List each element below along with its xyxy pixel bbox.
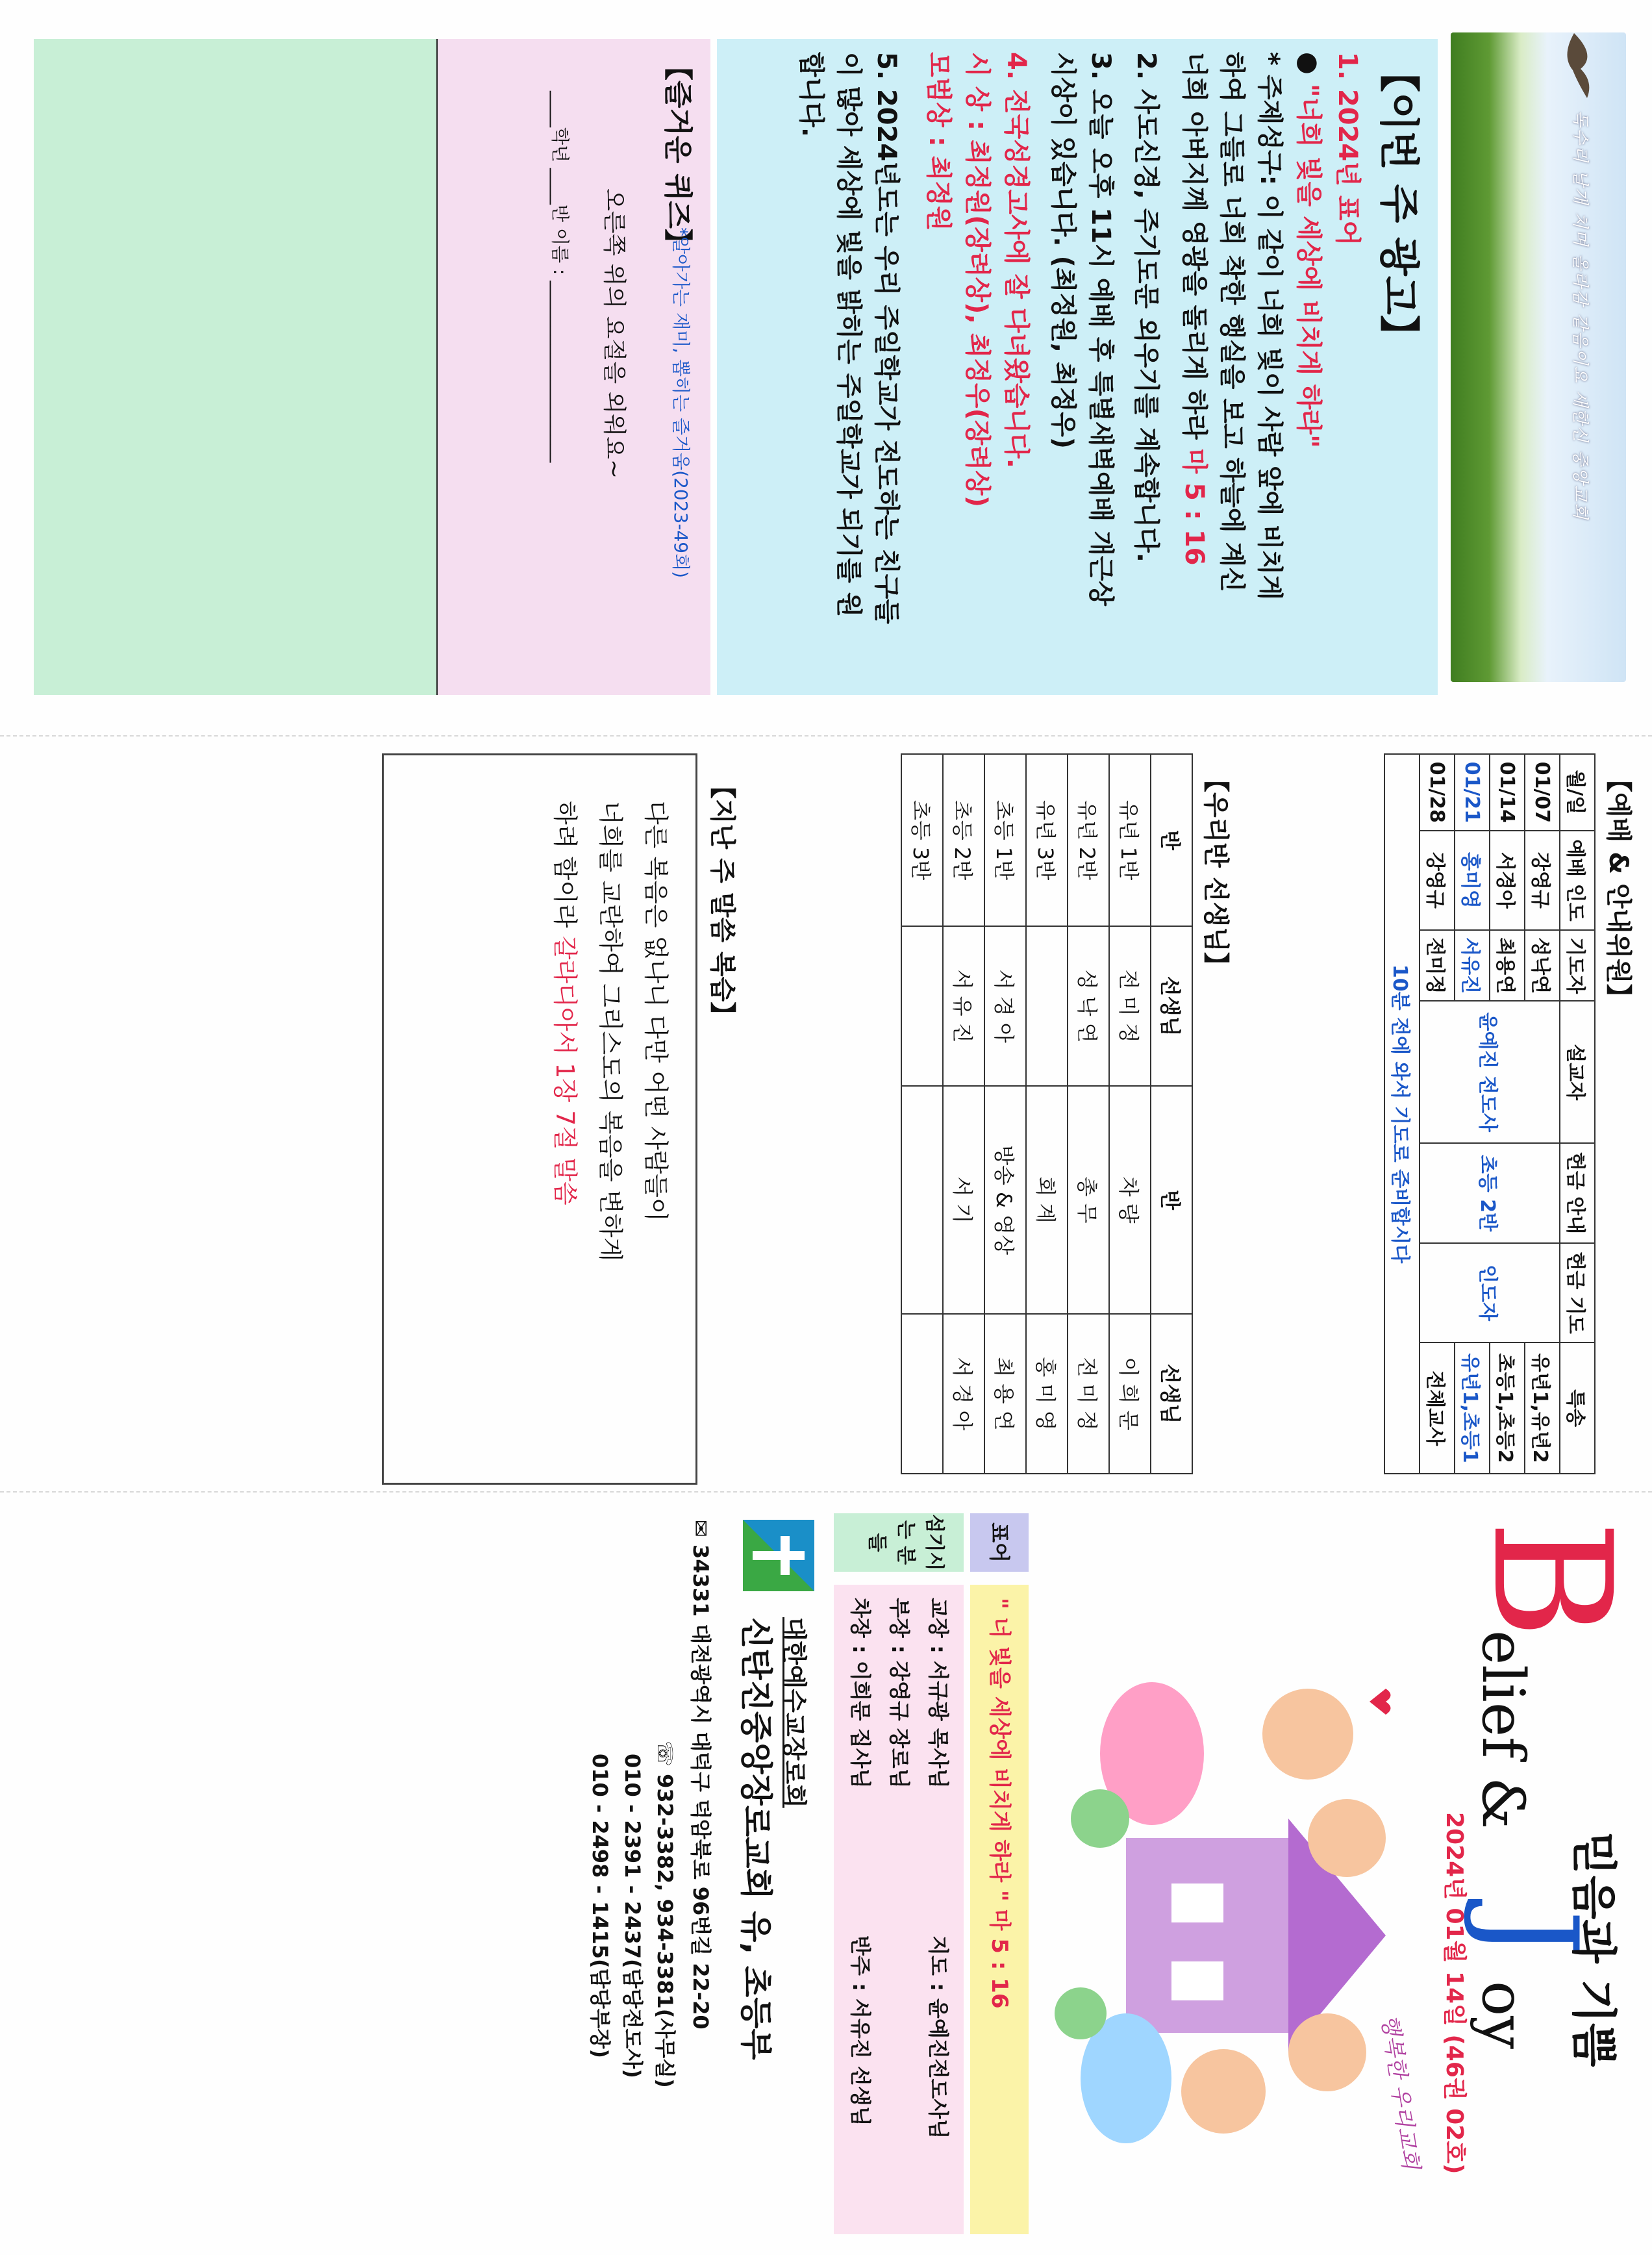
phone-evangelist: 010 - 2391 - 2437(담당전도사): [620, 1754, 645, 2078]
teacher-cell: [901, 1314, 943, 1474]
teacher-cell: 서 유 진: [943, 926, 984, 1086]
verse-reference: 갈라디아서 1장 7절 말씀: [551, 935, 579, 1205]
teachers-row: [1026, 754, 1068, 1474]
teacher-cell: 성 낙 연: [1068, 926, 1109, 1086]
teacher-cell: 이 희 문: [1109, 1314, 1151, 1474]
teacher-cell: 최 용 연: [984, 1314, 1026, 1474]
quiz-answer-line: ____학년 ____반 이름 : ____________________: [549, 91, 571, 463]
schedule-special: 전체교사: [1420, 1342, 1455, 1474]
ad-item-4-heading: 4. 전국성경고사에 잘 다녀왔습니다.: [1001, 52, 1031, 468]
schedule-header-row: [1560, 754, 1595, 1474]
ad-item-1-heading: 1. 2024년 표어: [1333, 52, 1362, 246]
quiz-title: 【즐거운 퀴즈】: [661, 52, 694, 257]
schedule-offering-prayer: 인도자: [1420, 1243, 1560, 1343]
schedule-special: 초등1,초등2: [1490, 1342, 1525, 1474]
schedule-prayer: 성낙연: [1525, 930, 1560, 1001]
teachers-header: 반: [1151, 754, 1192, 926]
title-letter-b: B: [1457, 1520, 1646, 1639]
schedule-leader: 홍미영: [1455, 831, 1490, 931]
schedule-leader: 강영규: [1420, 831, 1455, 931]
verse-line-3: [549, 801, 585, 1205]
announcements-box: [717, 39, 1438, 695]
banner-image: [1451, 32, 1626, 682]
staff-principal: 교장 : 서규광 목사님: [926, 1598, 951, 1789]
teacher-cell: 전 미 정: [1068, 1314, 1109, 1474]
schedule-prayer: 최용연: [1490, 930, 1525, 1001]
role-cell: 총 무: [1068, 1086, 1109, 1314]
fold-line: [0, 1491, 1652, 1493]
schedule-title: 【예배 & 안내위원】: [1603, 766, 1633, 1010]
motto-text: "너희 빛을 세상에 비치게 하라": [1294, 83, 1323, 448]
staff-row: [834, 1513, 964, 2241]
schedule-prayer: 서유진: [1455, 930, 1490, 1001]
quiz-subtitle: *알아가는 재미, 뽑히는 즐거움(2023-49회): [670, 227, 692, 579]
phone-office: ☏ 932-3382, 934-3381(사무실): [653, 1741, 677, 2088]
church-address: ✉ 34331 대전광역시 대덕구 덕암북로 96번길 22-20: [688, 1520, 713, 2030]
schedule-row: [1525, 754, 1560, 1474]
teachers-title: 【우리반 선생님】: [1201, 766, 1231, 978]
church-children-illustration: [1035, 1624, 1438, 2182]
teacher-cell: [901, 926, 943, 1086]
teachers-header: 선생님: [1151, 926, 1192, 1086]
theme-ref: 마 5 : 16: [1179, 448, 1209, 566]
issue-date: 2024년 01월 14일 (46권 02호): [1441, 1812, 1468, 2174]
staff-accompanist: 반주 : 서유진 선생님: [848, 1935, 873, 2126]
ad-item-3: 3. 오늘 오후 11시 예배 후 특별새벽예배 개근상 시상이 있습니다. (최정원, 최정우): [1048, 52, 1116, 607]
schedule-section: [1384, 753, 1639, 1481]
schedule-header: 헌금 안내: [1560, 1143, 1595, 1243]
schedule-special: 유년1,유년2: [1525, 1342, 1560, 1474]
ad-item-1-theme: [1175, 52, 1288, 624]
schedule-prayer: 전미정: [1420, 930, 1455, 1001]
schedule-footer-row: [1384, 754, 1420, 1474]
teachers-header: 반: [1151, 1086, 1192, 1314]
quiz-question: 오른쪽 위의 요절을 외워요~: [601, 188, 627, 479]
banner-caption: 독수리 날개 치며 올라감 같음이요 새한신 중앙교회: [1570, 110, 1590, 521]
schedule-table: [1384, 753, 1596, 1474]
role-cell: [901, 1086, 943, 1314]
class-cell: 유년 1반: [1109, 754, 1151, 926]
ad-item-5: 5. 2024년도는 우리 주일학교가 전도하는 친구들이 많아 세상에 빛을 밝히는 주일학교가 되기를 원합니다.: [796, 52, 901, 624]
class-cell: 유년 3반: [1026, 754, 1068, 926]
class-cell: 초등 2반: [943, 754, 984, 926]
schedule-leader: 서경아: [1490, 831, 1525, 931]
teacher-cell: 전 미 정: [1109, 926, 1151, 1086]
schedule-special: 유년1,초등1: [1455, 1342, 1490, 1474]
theme-verse: * 주제성구: 이 같이 너희 빛이 사람 앞에 비치게 하여 그들로 너희 착한 행실을 보고 하늘에 계신 너희 아버지께 영광을 돌리게 하라: [1179, 52, 1284, 600]
quiz-writing-area[interactable]: [34, 39, 438, 695]
schedule-header: 헌금 기도: [1560, 1243, 1595, 1343]
verse-line-1: 다른 복음은 없나니 다만 어떤 사람들이: [642, 801, 670, 1222]
schedule-footer: 10분 전에 와서 기도로 준비합시다: [1384, 754, 1420, 1474]
teacher-cell: [1026, 926, 1068, 1086]
verse-box: [382, 753, 697, 1485]
ad-item-4-award1: [958, 52, 996, 688]
staff-head: 부장 : 강영규 장로님: [887, 1598, 912, 1789]
ad-item-2: 2. 사도신경, 주기도문 외우기를 계속합니다.: [1131, 52, 1161, 563]
award1-rest: (장려상), 최정우(장려상): [962, 214, 992, 507]
schedule-header: 설교자: [1560, 1001, 1595, 1143]
title-korean: 믿음과 기쁨: [1567, 1832, 1620, 2067]
title-oy: oy: [1469, 1981, 1537, 2050]
staff-box: [834, 1585, 964, 2234]
teachers-row: [1068, 754, 1109, 1474]
ad-item-4-award2: 모범상 : 최정원: [923, 52, 953, 231]
schedule-leader: 강영규: [1525, 831, 1560, 931]
ad-item-1-motto: ● "너희 빛을 세상에 비치게 하라": [1294, 52, 1323, 448]
schedule-panel: [0, 740, 1652, 1487]
staff-label: 섬기시는 분들: [834, 1513, 964, 1572]
title-elief: elief &: [1469, 1630, 1537, 1830]
motto-reference: 마 5 : 16: [986, 1909, 1012, 2009]
schedule-preacher: 윤예진 전도사: [1420, 1001, 1560, 1143]
role-cell: 차 량: [1109, 1086, 1151, 1314]
class-cell: 초등 1반: [984, 754, 1026, 926]
fold-line: [0, 735, 1652, 737]
verse-line-3-text: 하려 함이라: [551, 801, 579, 928]
verse-title: 【지난 주 말씀 복습】: [707, 773, 737, 1028]
role-cell: 방송 & 영상: [984, 1086, 1026, 1314]
motto-text: " 너 빛을 세상에 비치게 하라 ": [986, 1598, 1012, 1902]
announcements-panel: [0, 0, 1652, 734]
announcements-title: 【이번 주 광고】: [1375, 52, 1423, 355]
award1-label: 시 상 : 최정원: [962, 52, 992, 215]
teacher-cell: 홍 미 영: [1026, 1314, 1068, 1474]
schedule-date: 01/28: [1420, 754, 1455, 831]
staff-deputy: 차장 : 이희문 집사님: [848, 1598, 873, 1789]
eagle-icon: [1555, 30, 1600, 101]
title-letter-j: J: [1460, 1909, 1604, 1959]
schedule-header: 기도자: [1560, 930, 1595, 1001]
schedule-header: 특송: [1560, 1342, 1595, 1474]
denomination: 대한예수교장로회: [780, 1617, 808, 1808]
teachers-row: [943, 754, 984, 1474]
cover-panel: [0, 1494, 1652, 2255]
teacher-cell: 서 경 아: [984, 926, 1026, 1086]
verse-line-2: 너희를 교란하여 그리스도의 복음을 변하게: [596, 801, 625, 1262]
role-cell: 회 계: [1026, 1086, 1068, 1314]
schedule-date: 01/07: [1525, 754, 1560, 831]
schedule-date: 01/21: [1455, 754, 1490, 831]
schedule-header: 월/일: [1560, 754, 1595, 831]
quiz-box: [35, 39, 710, 695]
church-logo-icon: [743, 1520, 814, 1591]
church-info: [542, 1520, 814, 2234]
motto-row: [970, 1513, 1029, 2241]
class-cell: 유년 2반: [1068, 754, 1109, 926]
schedule-date: 01/14: [1490, 754, 1525, 831]
teacher-cell: 서 경 아: [943, 1314, 984, 1474]
motto-box: [970, 1585, 1029, 2234]
teachers-header: 선생님: [1151, 1314, 1192, 1474]
verse-review-section: [327, 753, 743, 1481]
cover-title: [1438, 1520, 1646, 2234]
staff-director: 지도 : 윤예진전도사님: [926, 1935, 951, 2139]
schedule-usher: 초등 2반: [1420, 1143, 1560, 1243]
church-name: 신탄진중앙장로교회 유, 초등부: [737, 1617, 775, 2060]
phone-head: 010 - 2498 - 1415(담당부장): [588, 1754, 612, 2058]
motto-label: 표어: [970, 1513, 1029, 1572]
role-cell: 서 기: [943, 1086, 984, 1314]
teachers-row: [901, 754, 943, 1474]
teachers-header-row: [1151, 754, 1192, 1474]
teachers-section: [901, 753, 1236, 1481]
teachers-row: [1109, 754, 1151, 1474]
teachers-table: [901, 753, 1193, 1474]
schedule-header: 예배 인도: [1560, 831, 1595, 931]
teachers-row: [984, 754, 1026, 1474]
illustration-caption: 행복한 우리교회: [1376, 2012, 1424, 2171]
class-cell: 초등 3반: [901, 754, 943, 926]
